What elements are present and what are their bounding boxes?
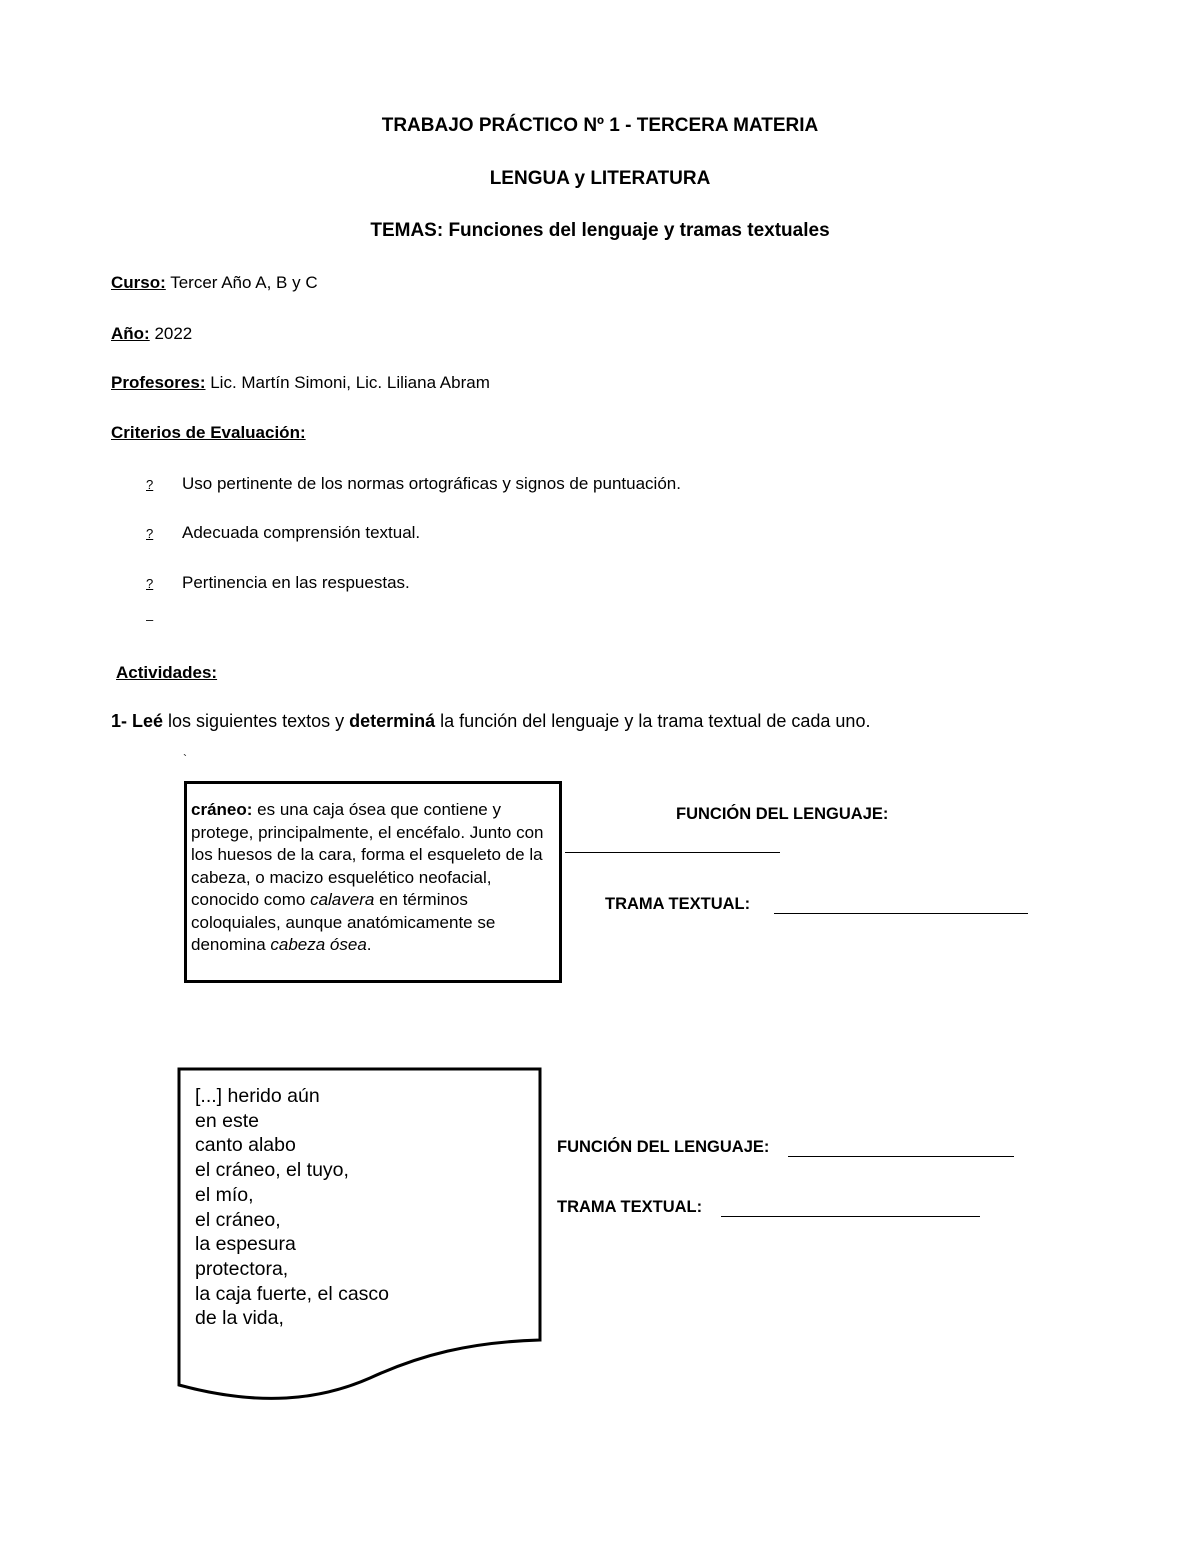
poem-text [195, 1084, 389, 1331]
question-1: 1- Leé los siguientes textos y determiná la función del lenguaje y la trama textual de cada uno. [111, 711, 871, 731]
poem-line: [...] herido aún [195, 1085, 320, 1107]
criteria-empty-bullet: – [146, 612, 154, 627]
criteria-text: Uso pertinente de los normas ortográficas y signos de puntuación. [182, 474, 681, 493]
poem-line: el mío, [195, 1183, 254, 1206]
activities-label: Actividades: [116, 663, 218, 682]
text-1-paragraph: cráneo: es una caja ósea que contiene y protege, principalmente, el encéfalo. Junto con los huesos de la cara, forma el esqueleto de la cabeza, o macizo esquelético neofacial, conocido como calavera en términos coloquiales, aunque anatómicamente se denomina cabeza ósea. [191, 800, 544, 954]
poem-line: en este [195, 1109, 259, 1132]
bullet-icon: ? [146, 576, 154, 591]
question-verb-2: determiná [349, 711, 436, 731]
topics-title: TEMAS: Funciones del lenguaje y tramas textuales [370, 220, 830, 241]
document-title: TRABAJO PRÁCTICO Nº 1 - TERCERA MATERIA [381, 115, 819, 136]
poem-line: protectora, [195, 1257, 289, 1280]
curso-label: Curso: [111, 273, 166, 292]
profesores-label: Profesores: [111, 373, 206, 392]
poem-line: la caja fuerte, el casco [195, 1282, 390, 1305]
anio-label: Año: [111, 324, 150, 343]
poem-line: el cráneo, [195, 1208, 281, 1231]
bullet-icon: ? [146, 526, 154, 541]
poem-line: el cráneo, el tuyo, [195, 1159, 349, 1182]
poem-line: canto alabo [195, 1134, 296, 1157]
anio-value: 2022 [149, 324, 193, 343]
poem-line: la espesura [195, 1233, 296, 1256]
trama-label-2: TRAMA TEXTUAL: [557, 1198, 703, 1216]
stray-mark: ` [183, 752, 187, 766]
question-number: 1- [111, 711, 133, 731]
poem-line: de la vida, [195, 1307, 284, 1330]
criterios-label: Criterios de Evaluación: [111, 423, 306, 442]
curso-value: Tercer Año A, B y C [165, 273, 318, 292]
funcion-label-1: FUNCIÓN DEL LENGUAJE: [676, 805, 889, 823]
funcion-answer-line-2[interactable] [788, 1156, 1014, 1157]
criteria-text: Pertinencia en las respuestas. [182, 573, 410, 592]
question-verb-1: Leé [132, 711, 164, 731]
funcion-label-2: FUNCIÓN DEL LENGUAJE: [557, 1138, 770, 1156]
subject-title: LENGUA y LITERATURA [489, 168, 711, 189]
trama-answer-line-2[interactable] [721, 1216, 980, 1217]
criteria-text: Adecuada comprensión textual. [182, 523, 421, 542]
text-1-term: cráneo [191, 800, 247, 819]
profesores-value: Lic. Martín Simoni, Lic. Liliana Abram [205, 373, 490, 392]
bullet-icon: ? [146, 477, 154, 492]
trama-label-1: TRAMA TEXTUAL: [605, 895, 751, 913]
